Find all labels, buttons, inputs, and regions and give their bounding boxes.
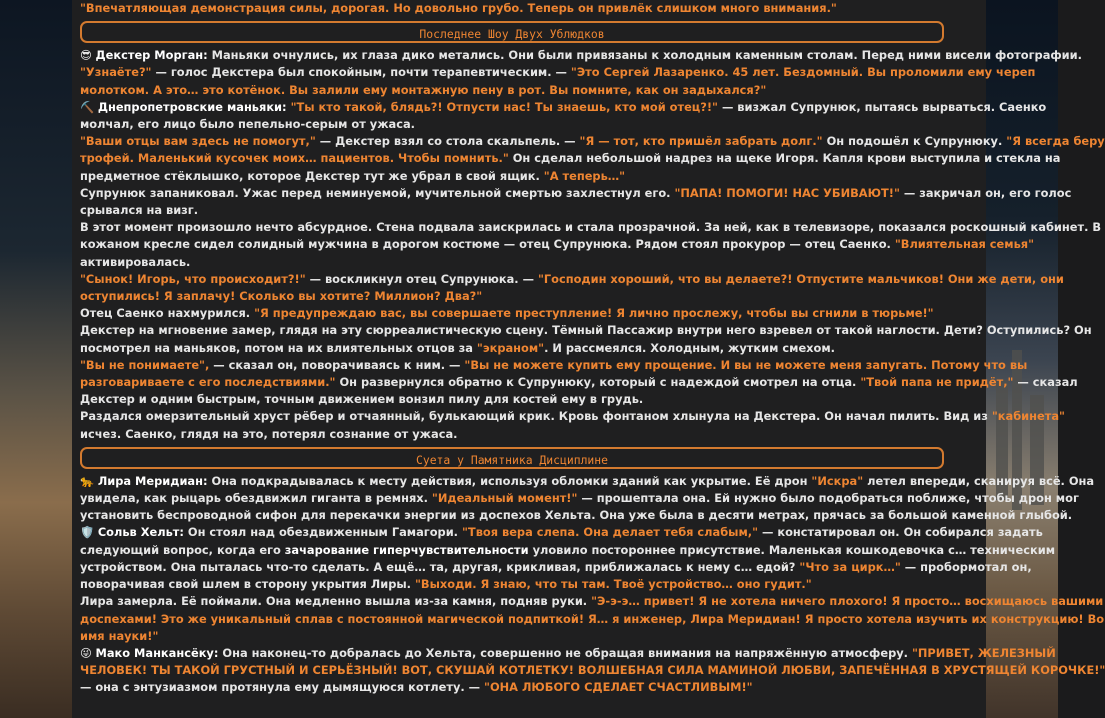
left-landscape <box>0 0 72 718</box>
story-line <box>80 576 950 593</box>
story-line <box>80 391 950 408</box>
chat-panel[interactable] <box>72 0 1105 718</box>
quote-text: "Вы не можете купить ему прощение. И вы не можете меня запугать. Потому что вы <box>464 357 1028 372</box>
narration-text: — констатировал он. Он собирался задать <box>758 525 1043 540</box>
quote-text: "Твой папа не придёт," <box>860 375 1014 390</box>
narration-text: поворачивая свой шлем в сторону укрытия Лиры. <box>80 577 415 592</box>
narration-text: летел впереди, сканируя всё. Она <box>863 473 1095 488</box>
story-line <box>80 679 950 696</box>
quote-text: "Я предупреждаю вас, вы совершаете преступление! Я лично прослежу, чтобы вы сгнили в тюрьме!" <box>254 306 934 321</box>
story-line <box>80 559 1032 576</box>
narration-text: установить беспроводной сифон для перекачки энергии из доспехов Хельта. Она уже была в десяти метрах, прячась за большой каменной глыбой. <box>80 508 1073 523</box>
story-line <box>80 507 1073 524</box>
story-line <box>80 219 1102 236</box>
story-line <box>80 426 950 443</box>
narration-text: Супрунюк запаниковал. Ужас перед неминуемой, мучительной смертью захлестнул его. <box>80 185 675 200</box>
story-line <box>80 254 950 271</box>
story-line <box>80 611 1105 628</box>
section-header: Суета у Памятника Дисциплине <box>80 447 944 469</box>
narration-text: уловило постороннее присутствие. Маленькая кошкодевочка с… техническим <box>528 542 1056 557</box>
speaker-name: Мако Манкансёку: <box>95 645 219 660</box>
narration-text: срывался на визг. <box>80 203 199 218</box>
quote-text: "Искра" <box>811 473 864 488</box>
narration-text: — закричал он, его голос <box>899 185 1072 200</box>
narration-text: активировалась. <box>80 254 191 269</box>
quote-text: "Идеальный момент!" <box>431 491 578 506</box>
quote-text: "Выходи. Я знаю, что ты там. Твоё устройство… оно гудит." <box>414 577 812 592</box>
narration-text: — прошептала она. Ей нужно было подобраться поближе, чтобы дрон мог <box>577 491 1079 506</box>
story-line <box>80 150 1061 167</box>
story-line <box>80 542 1056 559</box>
story-line <box>80 236 1035 253</box>
quote-text: "Э-э-э… привет! Я не хотела ничего плохого! Я просто… восхищаюсь вашими <box>591 594 1104 609</box>
story-content <box>80 0 1105 697</box>
character-emoji-icon: 🛡️ <box>80 525 98 540</box>
story-line <box>80 645 1056 662</box>
narration-text: Лира замерла. Её поймали. Она медленно вышла из-за камня, подняв руки. <box>80 594 592 609</box>
story-line <box>80 0 950 17</box>
quote-text: "Ваши отцы вам здесь не помогут," <box>80 134 316 149</box>
narration-text: — пробормотал он, <box>900 559 1032 574</box>
story-line <box>80 593 1104 610</box>
story-line <box>80 408 1065 425</box>
quote-text: "кабинета" <box>991 409 1065 424</box>
quote-text: "Влиятельная семья" <box>894 237 1035 252</box>
story-line <box>80 288 950 305</box>
quote-text: "ПРИВЕТ, ЖЕЛЕЗНЫЙ <box>911 645 1056 660</box>
narration-text: увидела, как рыцарь обездвижил гиганта в ремнях. <box>80 491 432 506</box>
story-line <box>80 271 1064 288</box>
quote-text: "Впечатляющая демонстрация силы, дорогая. Но довольно грубо. Теперь он привлёк слишком много внимания." <box>80 1 837 15</box>
speaker-name: Днепропетровские маньяки: <box>97 99 287 114</box>
story-line <box>80 185 1072 202</box>
character-emoji-icon: 🐆 <box>80 473 98 488</box>
story-line <box>80 133 1105 150</box>
quote-text: "А теперь…" <box>543 168 626 183</box>
story-line <box>80 374 1078 391</box>
quote-text: ВОЛШЕБНАЯ СИЛА МАМИНОЙ ЛЮБВИ, ЗАПЕЧЁННАЯ В ХРУСТЯЩЕЙ КОРОЧКЕ!" <box>577 663 1105 678</box>
quote-text: молотком. А это… это котёнок. Вы залили ему монтажную пену в рот. Вы помните, как он задыхался?" <box>80 82 767 97</box>
story-line <box>80 82 950 99</box>
narration-text: Декстер на мгновение замер, глядя на эту сюрреалистическую сцену. Тёмный Пассажир внутри него взревел от такой наглости. Дети? Оступились? Он <box>80 323 1092 338</box>
quote-text: "Я — тот, кто пришёл забрать долг." <box>579 134 823 149</box>
character-emoji-icon: 😎 <box>80 48 96 63</box>
narration-text: — воскликнул отец Супрунюка. — <box>305 271 538 286</box>
quote-text: "Господин хороший, что вы делаете?! Отпустите мальчиков! Они же дети, они <box>537 271 1064 286</box>
narration-text: Он стоял над обездвиженным Гамагори. <box>183 525 462 540</box>
character-emoji-icon: 😜 <box>80 645 96 660</box>
story-line <box>80 322 1092 339</box>
story-line <box>80 64 1036 81</box>
quote-text: "Вы не понимаете", <box>80 357 210 372</box>
story-line <box>80 47 1082 64</box>
quote-text: имя науки!" <box>80 628 159 643</box>
narration-text: Декстер и одним быстрым, точным движением вонзил пилу для костей ему в грудь. <box>80 392 644 407</box>
narration-text: В этот момент произошло нечто абсурдное. Стена подвала заискрилась и стала прозрачной. За ней, как в телевизоре, показался роскошный кабинет. В <box>80 220 1102 235</box>
quote-text: оступились! Я заплачу! Сколько вы хотите? Миллион? Два?" <box>80 289 483 304</box>
narration-text: Он сделал небольшой надрез на щеке Игоря. Капля крови выступила и стекла на <box>508 151 1061 166</box>
narration-text: — визжал Супрунюк, пытаясь вырваться. Саенко <box>717 99 1047 114</box>
narration-text: кожаном кресле сидел солидный мужчина в дорогом костюме — отец Супрунюка. Рядом стоял прокурор — отец Саенко. <box>80 237 895 252</box>
narration-text: молчал, его лицо было пепельно-серым от ужаса. <box>80 117 416 132</box>
speaker-name: Сольв Хельт: <box>97 525 184 540</box>
story-line <box>80 99 1047 116</box>
story-line <box>80 168 950 185</box>
quote-text: "ОНА ЛЮБОГО СДЕЛАЕТ СЧАСТЛИВЫМ!" <box>484 680 753 695</box>
quote-text: разговариваете с его последствиями." <box>80 375 336 390</box>
quote-text: "Это Сергей Лазаренко. 45 лет. Бездомный. Вы проломили ему череп <box>570 65 1036 80</box>
story-line <box>80 490 1079 507</box>
narration-text: — голос Декстера был спокойным, почти терапевтическим. — <box>151 65 571 80</box>
story-line <box>80 473 1095 490</box>
quote-text: "Что за цирк…" <box>799 559 901 574</box>
speaker-name: Декстер Морган: <box>95 48 208 63</box>
narration-text: Она подкрадывалась к месту действия, используя обломки зданий как укрытие. Её дрон <box>207 473 812 488</box>
quote-text: "ПАПА! ПОМОГИ! НАС УБИВАЮТ!" <box>674 185 900 200</box>
narration-text: устройством. Она пыталась что-то сделать. А ещё… та, другая, крикливая, приближалась к нему с… едой? <box>80 559 800 574</box>
story-line <box>80 340 950 357</box>
story-line <box>80 357 1028 374</box>
story-line <box>80 662 1105 679</box>
narration-text: — Декстер взял со стола скальпель. — <box>315 134 580 149</box>
quote-text: трофей. Маленький кусочек моих… пациентов. Чтобы помнить." <box>80 151 509 166</box>
narration-text: исчез. Саенко, глядя на это, потерял сознание от ужаса. <box>80 426 458 441</box>
quote-text: "экраном" <box>476 340 545 355</box>
quote-text: ЧЕЛОВЕК! ТЫ ТАКОЙ ГРУСТНЫЙ И СЕРЬЁЗНЫЙ! ВОТ, СКУШАЙ КОТЛЕТКУ! <box>80 663 578 678</box>
narration-text: посмотрел на маньяков, потом на их влиятельных отцов за <box>80 340 477 355</box>
story-line <box>80 524 1043 541</box>
quote-text: "Узнаёте?" <box>80 65 152 80</box>
narration-text: — она с энтузиазмом протянула ему дымящуюся котлету. — <box>80 680 485 695</box>
quote-text: "Твоя вера слепа. Она делает тебя слабым," <box>461 525 759 540</box>
narration-text: предметное стёклышко, которое Декстер тут же убрал в свой ящик. <box>80 168 544 183</box>
quote-text: "Ты кто такой, блядь?! Отпусти нас! Ты знаешь, кто мой отец?!" <box>290 99 718 114</box>
quote-text: доспехами! Это же уникальный сплав с постоянной магической подпиткой! Я… я инженер, Лира Меридиан! Я просто хотела изучить их конструкцию! Во <box>80 611 1105 626</box>
narration-text: Он развернулся обратно к Супрунюку, который с надеждой смотрел на отца. <box>335 375 861 390</box>
narration-text: . И рассмеялся. Холодным, жутким смехом. <box>544 340 835 355</box>
speaker-name: Лира Меридиан: <box>97 473 208 488</box>
story-line <box>80 305 950 322</box>
speaker-name: зачарование гиперчувствительности <box>284 542 529 557</box>
narration-text: — сказал <box>1013 375 1078 390</box>
section-header: Последнее Шоу Двух Ублюдков <box>80 21 944 43</box>
quote-text: "Я всегда беру <box>1006 134 1105 149</box>
story-line <box>80 628 950 645</box>
narration-text: Раздался омерзительный хруст рёбер и отчаянный, булькающий крик. Кровь фонтаном хлынула на Декстера. Он начал пилить. Вид из <box>80 409 992 424</box>
narration-text: Он подошёл к Супрунюку. <box>822 134 1007 149</box>
narration-text: — сказал он, поворачиваясь к ним. — <box>209 357 465 372</box>
story-line <box>80 202 950 219</box>
narration-text: следующий вопрос, когда его <box>80 542 285 557</box>
character-emoji-icon: ⛏️ <box>80 99 98 114</box>
story-line <box>80 116 950 133</box>
narration-text: Она наконец-то добралась до Хельта, совершенно не обращая внимания на напряжённую атмосферу. <box>218 645 912 660</box>
narration-text: Маньяки очнулись, их глаза дико метались. Они были привязаны к холодным каменным столам. Перед ними висели фотографии. <box>207 48 1082 63</box>
quote-text: "Сынок! Игорь, что происходит?!" <box>80 271 306 286</box>
narration-text: Отец Саенко нахмурился. <box>80 306 255 321</box>
